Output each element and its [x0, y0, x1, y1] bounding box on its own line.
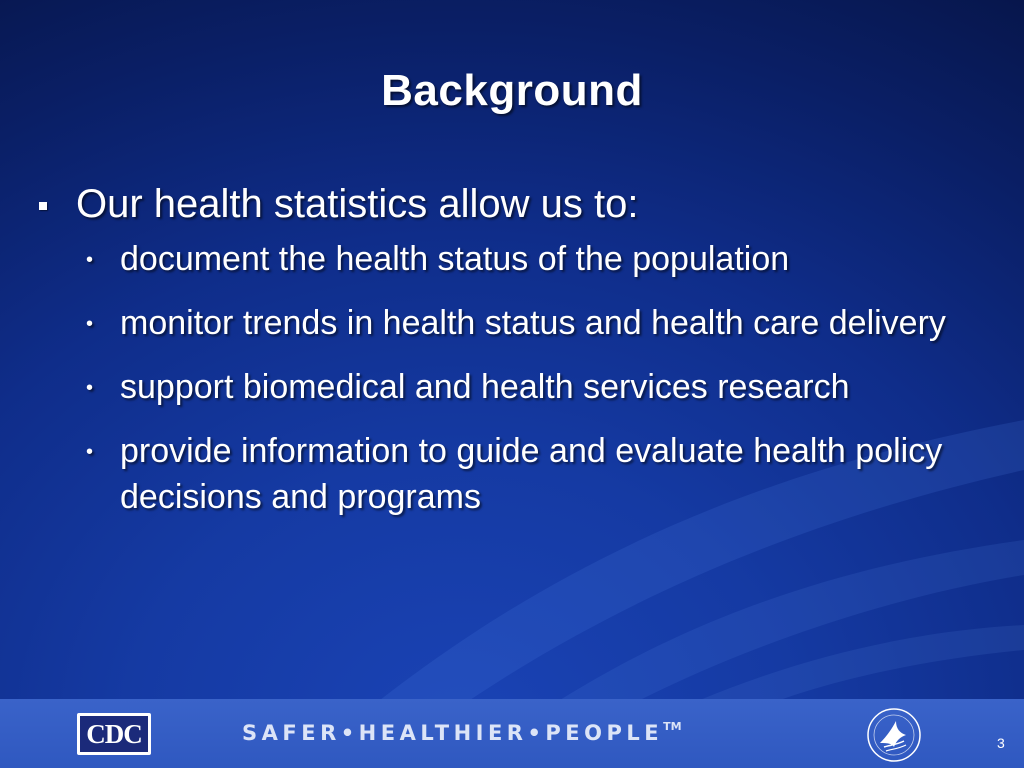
round-bullet-icon: •	[86, 377, 94, 399]
round-bullet-icon: •	[86, 249, 94, 271]
footer-bar	[0, 699, 1024, 768]
cdc-logo-text: CDC	[80, 716, 148, 752]
bullet-level1-text: Our health statistics allow us to:	[76, 182, 639, 226]
trademark: TM	[663, 720, 682, 733]
slide-title: Background	[381, 66, 643, 115]
sub-bullet-text: support biomedical and health services research	[120, 368, 850, 406]
sub-bullet	[36, 236, 980, 282]
sub-bullet-text: provide information to guide and evaluate health policy decisions and programs	[120, 432, 943, 516]
tagline-text: SAFER•HEALTHIER•PEOPLE	[242, 721, 664, 745]
square-bullet-icon	[39, 202, 47, 210]
round-bullet-icon: •	[86, 441, 94, 463]
page-number: 3	[997, 735, 1005, 751]
bullet-level1	[36, 178, 996, 230]
sub-bullet	[36, 364, 980, 410]
sub-bullet	[36, 428, 980, 520]
cdc-logo	[77, 713, 151, 755]
bullet-content	[36, 178, 996, 538]
hhs-eagle-seal-icon	[866, 707, 922, 763]
sub-bullet	[36, 300, 980, 346]
tagline	[242, 721, 682, 745]
round-bullet-icon: •	[86, 313, 94, 335]
sub-bullet-text: document the health status of the population	[120, 240, 790, 278]
sub-bullet-text: monitor trends in health status and health care delivery	[120, 304, 946, 342]
sub-bullet-list	[36, 236, 996, 520]
